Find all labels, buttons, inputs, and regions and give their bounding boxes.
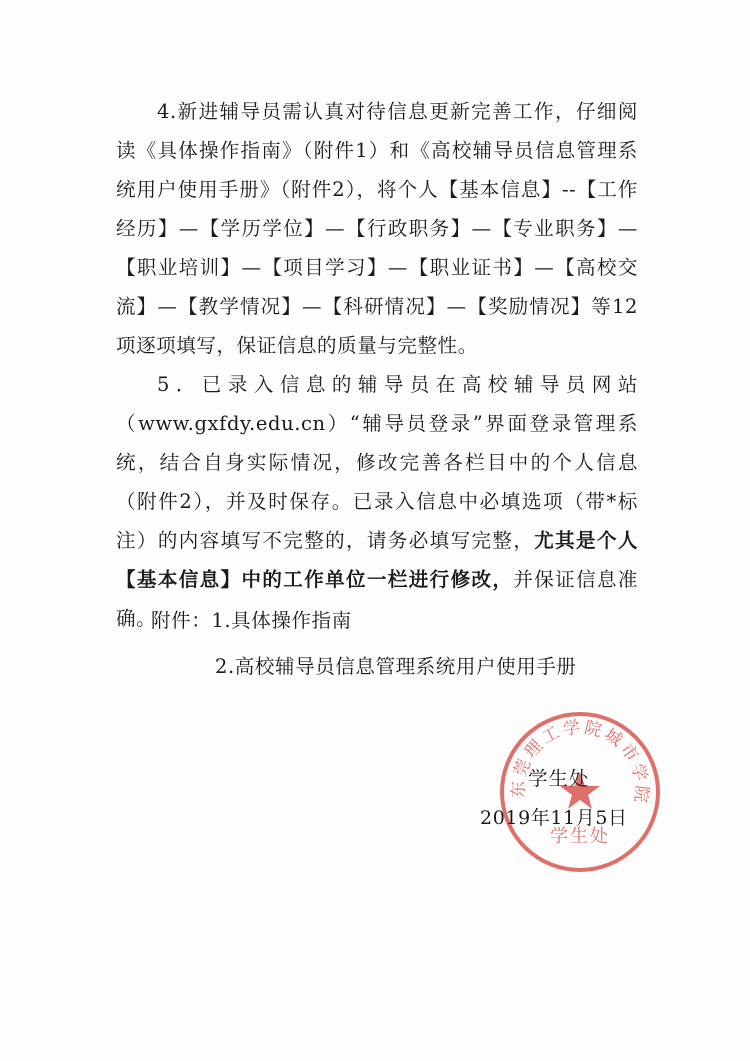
item-5-bold-text: 尤其是个人【基本信息】中的工作单位一栏进行修改，: [116, 529, 638, 591]
body-text: [116, 92, 638, 638]
item-5-text: 5．已录入信息的辅导员在高校辅导员网站（www.gxfdy.edu.cn）“辅导员登录”界面登录管理系统，结合自身实际情况，修改完善各栏目中的个人信息（附件2），并及时保存。已录入信息中必填选项（带*标注）的内容填写不完整的，请务必填写完整，: [116, 373, 638, 552]
seal-arc-text: 东莞理工学院城市学院: [508, 717, 652, 807]
issue-date: 2019年11月5日: [480, 807, 628, 829]
item-4-text: 4.新进辅导员需认真对待信息更新完善工作，仔细阅读《具体操作指南》（附件1）和《高校辅导员信息管理系统用户使用手册》（附件2），将个人【基本信息】--【工作经历】—【学历学位】—【行政职务】—【专业职务】—【职业培训】—【项目学习】—【职业证书】—【高校交流】—【教学情况】—【科研情况】—【奖励情况】等12项逐项填写，保证信息的质量与完整性。: [116, 100, 638, 357]
item-5-tail-text: 并保证信息准确。: [116, 568, 638, 630]
attachment-line-1: [151, 605, 352, 633]
issuer-name: 学生处: [528, 767, 590, 790]
attachment-label: 附件：: [151, 609, 212, 632]
official-seal: [496, 708, 664, 876]
seal-center-text: 学生处: [550, 826, 610, 846]
attachment-item-1: 1.具体操作指南: [211, 609, 352, 632]
attachment-item-2: 2.高校辅导员信息管理系统用户使用手册: [215, 655, 577, 678]
item-4-paragraph: [116, 92, 638, 365]
item-5-paragraph: [116, 365, 638, 638]
